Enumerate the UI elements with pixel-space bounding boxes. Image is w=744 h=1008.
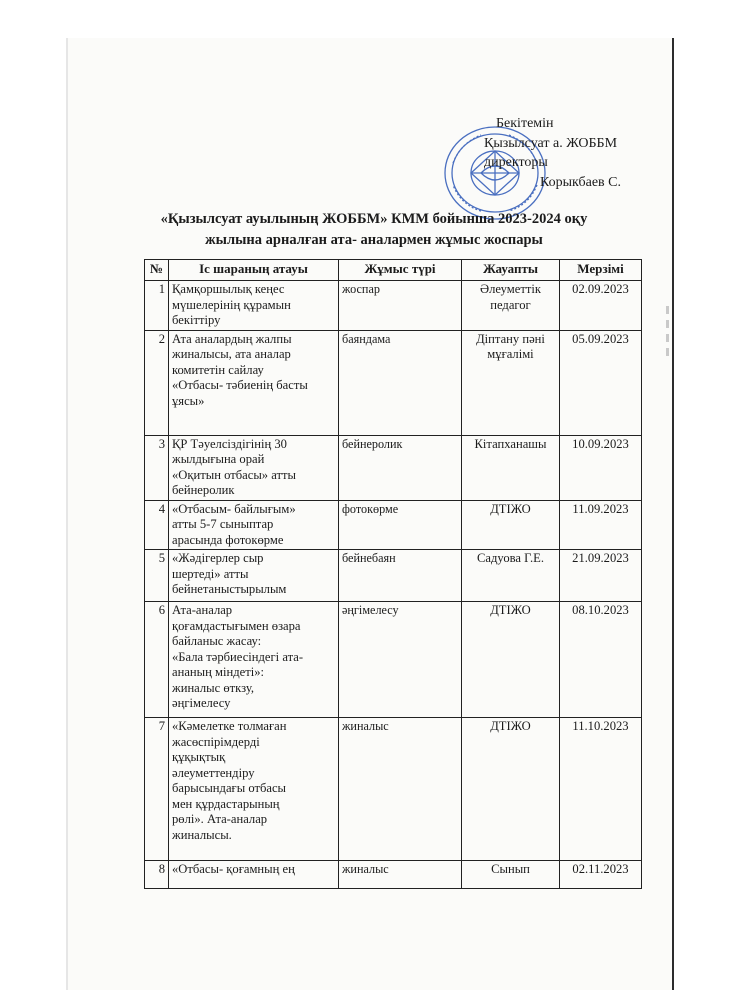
event-name-line: «Отбасым- байлығым» xyxy=(172,501,296,516)
work-plan-table xyxy=(144,259,642,889)
responsible xyxy=(462,550,560,602)
event-name-line: «Бала тәрбиесіндегі ата- xyxy=(172,649,304,664)
responsible xyxy=(462,718,560,861)
event-name-line: «Кәмелетке толмаған xyxy=(172,719,287,733)
deadline: 05.09.2023 xyxy=(560,330,642,435)
deadline: 21.09.2023 xyxy=(560,550,642,602)
responsible-line: Кітапханашы xyxy=(474,436,547,451)
event-name-line: Ата аналардың жалпы xyxy=(172,331,292,346)
table-header-row xyxy=(145,260,642,281)
work-type: жоспар xyxy=(339,281,462,331)
row-number: 4 xyxy=(145,500,169,550)
approval-heading: Бекітемін xyxy=(496,116,554,131)
event-name-line: мүшелерінің құрамын xyxy=(172,297,291,312)
work-type: баяндама xyxy=(339,330,462,435)
row-number: 7 xyxy=(145,718,169,861)
table-row xyxy=(145,602,642,718)
deadline: 11.09.2023 xyxy=(560,500,642,550)
approval-school: Қызылсуат а. ЖОББМ xyxy=(484,135,618,151)
deadline: 02.11.2023 xyxy=(560,861,642,889)
responsible xyxy=(462,330,560,435)
deadline: 11.10.2023 xyxy=(560,718,642,861)
table-row xyxy=(145,861,642,889)
event-name xyxy=(169,281,339,331)
event-name-line: «Отбасы- қоғамның ең xyxy=(172,862,295,876)
table-row xyxy=(145,718,642,861)
event-name-line: ұясы» xyxy=(172,393,205,408)
document-title xyxy=(140,209,608,251)
event-name xyxy=(169,718,339,861)
responsible-line: ДТІЖО xyxy=(490,719,531,733)
event-name-line: әлеуметтендіру xyxy=(172,765,255,780)
event-name xyxy=(169,330,339,435)
work-type: фотокөрме xyxy=(339,500,462,550)
approval-signatory: Корыкбаев С. xyxy=(540,174,621,190)
row-number: 2 xyxy=(145,330,169,435)
work-type: жиналыс xyxy=(339,718,462,861)
row-number: 8 xyxy=(145,861,169,889)
approval-position: директоры xyxy=(484,155,548,170)
header-number: № xyxy=(145,260,169,281)
work-type: әңгімелесу xyxy=(339,602,462,718)
title-line-2: жылына арналған ата- аналармен жұмыс жоспары xyxy=(205,232,543,248)
margin-marks xyxy=(664,300,672,420)
table-row xyxy=(145,435,642,500)
responsible-line: ДТІЖО xyxy=(490,501,531,516)
event-name-line: арасында фотокөрме xyxy=(172,532,284,547)
work-type: бейнебаян xyxy=(339,550,462,602)
row-number: 6 xyxy=(145,602,169,718)
event-name-line: қоғамдастығымен өзара xyxy=(172,618,301,633)
responsible xyxy=(462,861,560,889)
event-name-line: бекіттіру xyxy=(172,313,221,327)
approval-block xyxy=(484,114,664,192)
event-name-line: комитетін сайлау xyxy=(172,362,264,377)
event-name-line: Ата-аналар xyxy=(172,603,233,617)
row-number: 3 xyxy=(145,435,169,500)
header-responsible: Жауапты xyxy=(462,260,560,281)
event-name-line: бейнеролик xyxy=(172,483,235,497)
table-row xyxy=(145,550,642,602)
event-name-line: байланыс жасау: xyxy=(172,634,262,648)
event-name xyxy=(169,435,339,500)
work-type: бейнеролик xyxy=(339,435,462,500)
row-number: 5 xyxy=(145,550,169,602)
deadline: 02.09.2023 xyxy=(560,281,642,331)
event-name-line: «Оқитын отбасы» атты xyxy=(172,467,296,482)
event-name xyxy=(169,500,339,550)
event-name-line: жылдығына орай xyxy=(172,452,265,466)
event-name-line: жиналысы, ата аналар xyxy=(172,347,291,361)
event-name-line: Қамқоршылық кеңес xyxy=(172,282,285,296)
responsible xyxy=(462,500,560,550)
table-row xyxy=(145,281,642,331)
event-name xyxy=(169,550,339,602)
event-name xyxy=(169,602,339,718)
responsible-line: мұғалімі xyxy=(487,347,534,361)
event-name-line: мен құрдастарының xyxy=(172,796,280,811)
deadline: 10.09.2023 xyxy=(560,435,642,500)
deadline: 08.10.2023 xyxy=(560,602,642,718)
event-name-line: атты 5-7 сыныптар xyxy=(172,517,274,531)
event-name xyxy=(169,861,339,889)
responsible xyxy=(462,435,560,500)
event-name-line: әңгімелесу xyxy=(172,696,231,710)
responsible-line: Садуова Г.Е. xyxy=(476,551,545,565)
event-name-line: ананың міндеті»: xyxy=(172,665,265,679)
header-deadline: Мерзімі xyxy=(560,260,642,281)
table-row xyxy=(145,330,642,435)
event-name-line: құқықтық xyxy=(172,750,226,764)
responsible-line: Әлеуметтік xyxy=(480,282,541,296)
event-name-line: «Жәдігерлер сыр xyxy=(172,551,264,565)
event-name-line: рөлі». Ата-аналар xyxy=(172,812,268,826)
event-name-line: барысындағы отбасы xyxy=(172,781,287,795)
event-name-line: бейнетаныстырылым xyxy=(172,582,287,596)
title-line-1: «Қызылсуат ауылының ЖОББМ» КММ бойынша 2023-2024 оқу xyxy=(160,211,588,227)
event-name-line: шертеді» атты xyxy=(172,566,249,581)
event-name-line: жиналыс өткзу, xyxy=(172,680,255,695)
responsible-line: ДТІЖО xyxy=(490,603,531,617)
work-type: жиналыс xyxy=(339,861,462,889)
event-name-line: ҚР Тәуелсіздігінің 30 xyxy=(172,436,287,451)
row-number: 1 xyxy=(145,281,169,331)
responsible-line: Діптану пәні xyxy=(476,331,545,346)
table-row xyxy=(145,500,642,550)
event-name-line: жиналысы. xyxy=(172,827,232,842)
responsible-line: педагог xyxy=(490,297,531,312)
responsible xyxy=(462,281,560,331)
header-work-type: Жұмыс түрі xyxy=(339,260,462,281)
header-event-name: Іс шараның атауы xyxy=(169,260,339,281)
event-name-line: жасөспірімдерді xyxy=(172,734,260,749)
responsible-line: Сынып xyxy=(491,862,530,876)
responsible xyxy=(462,602,560,718)
event-name-line: «Отбасы- тәбиенің басты xyxy=(172,378,308,392)
